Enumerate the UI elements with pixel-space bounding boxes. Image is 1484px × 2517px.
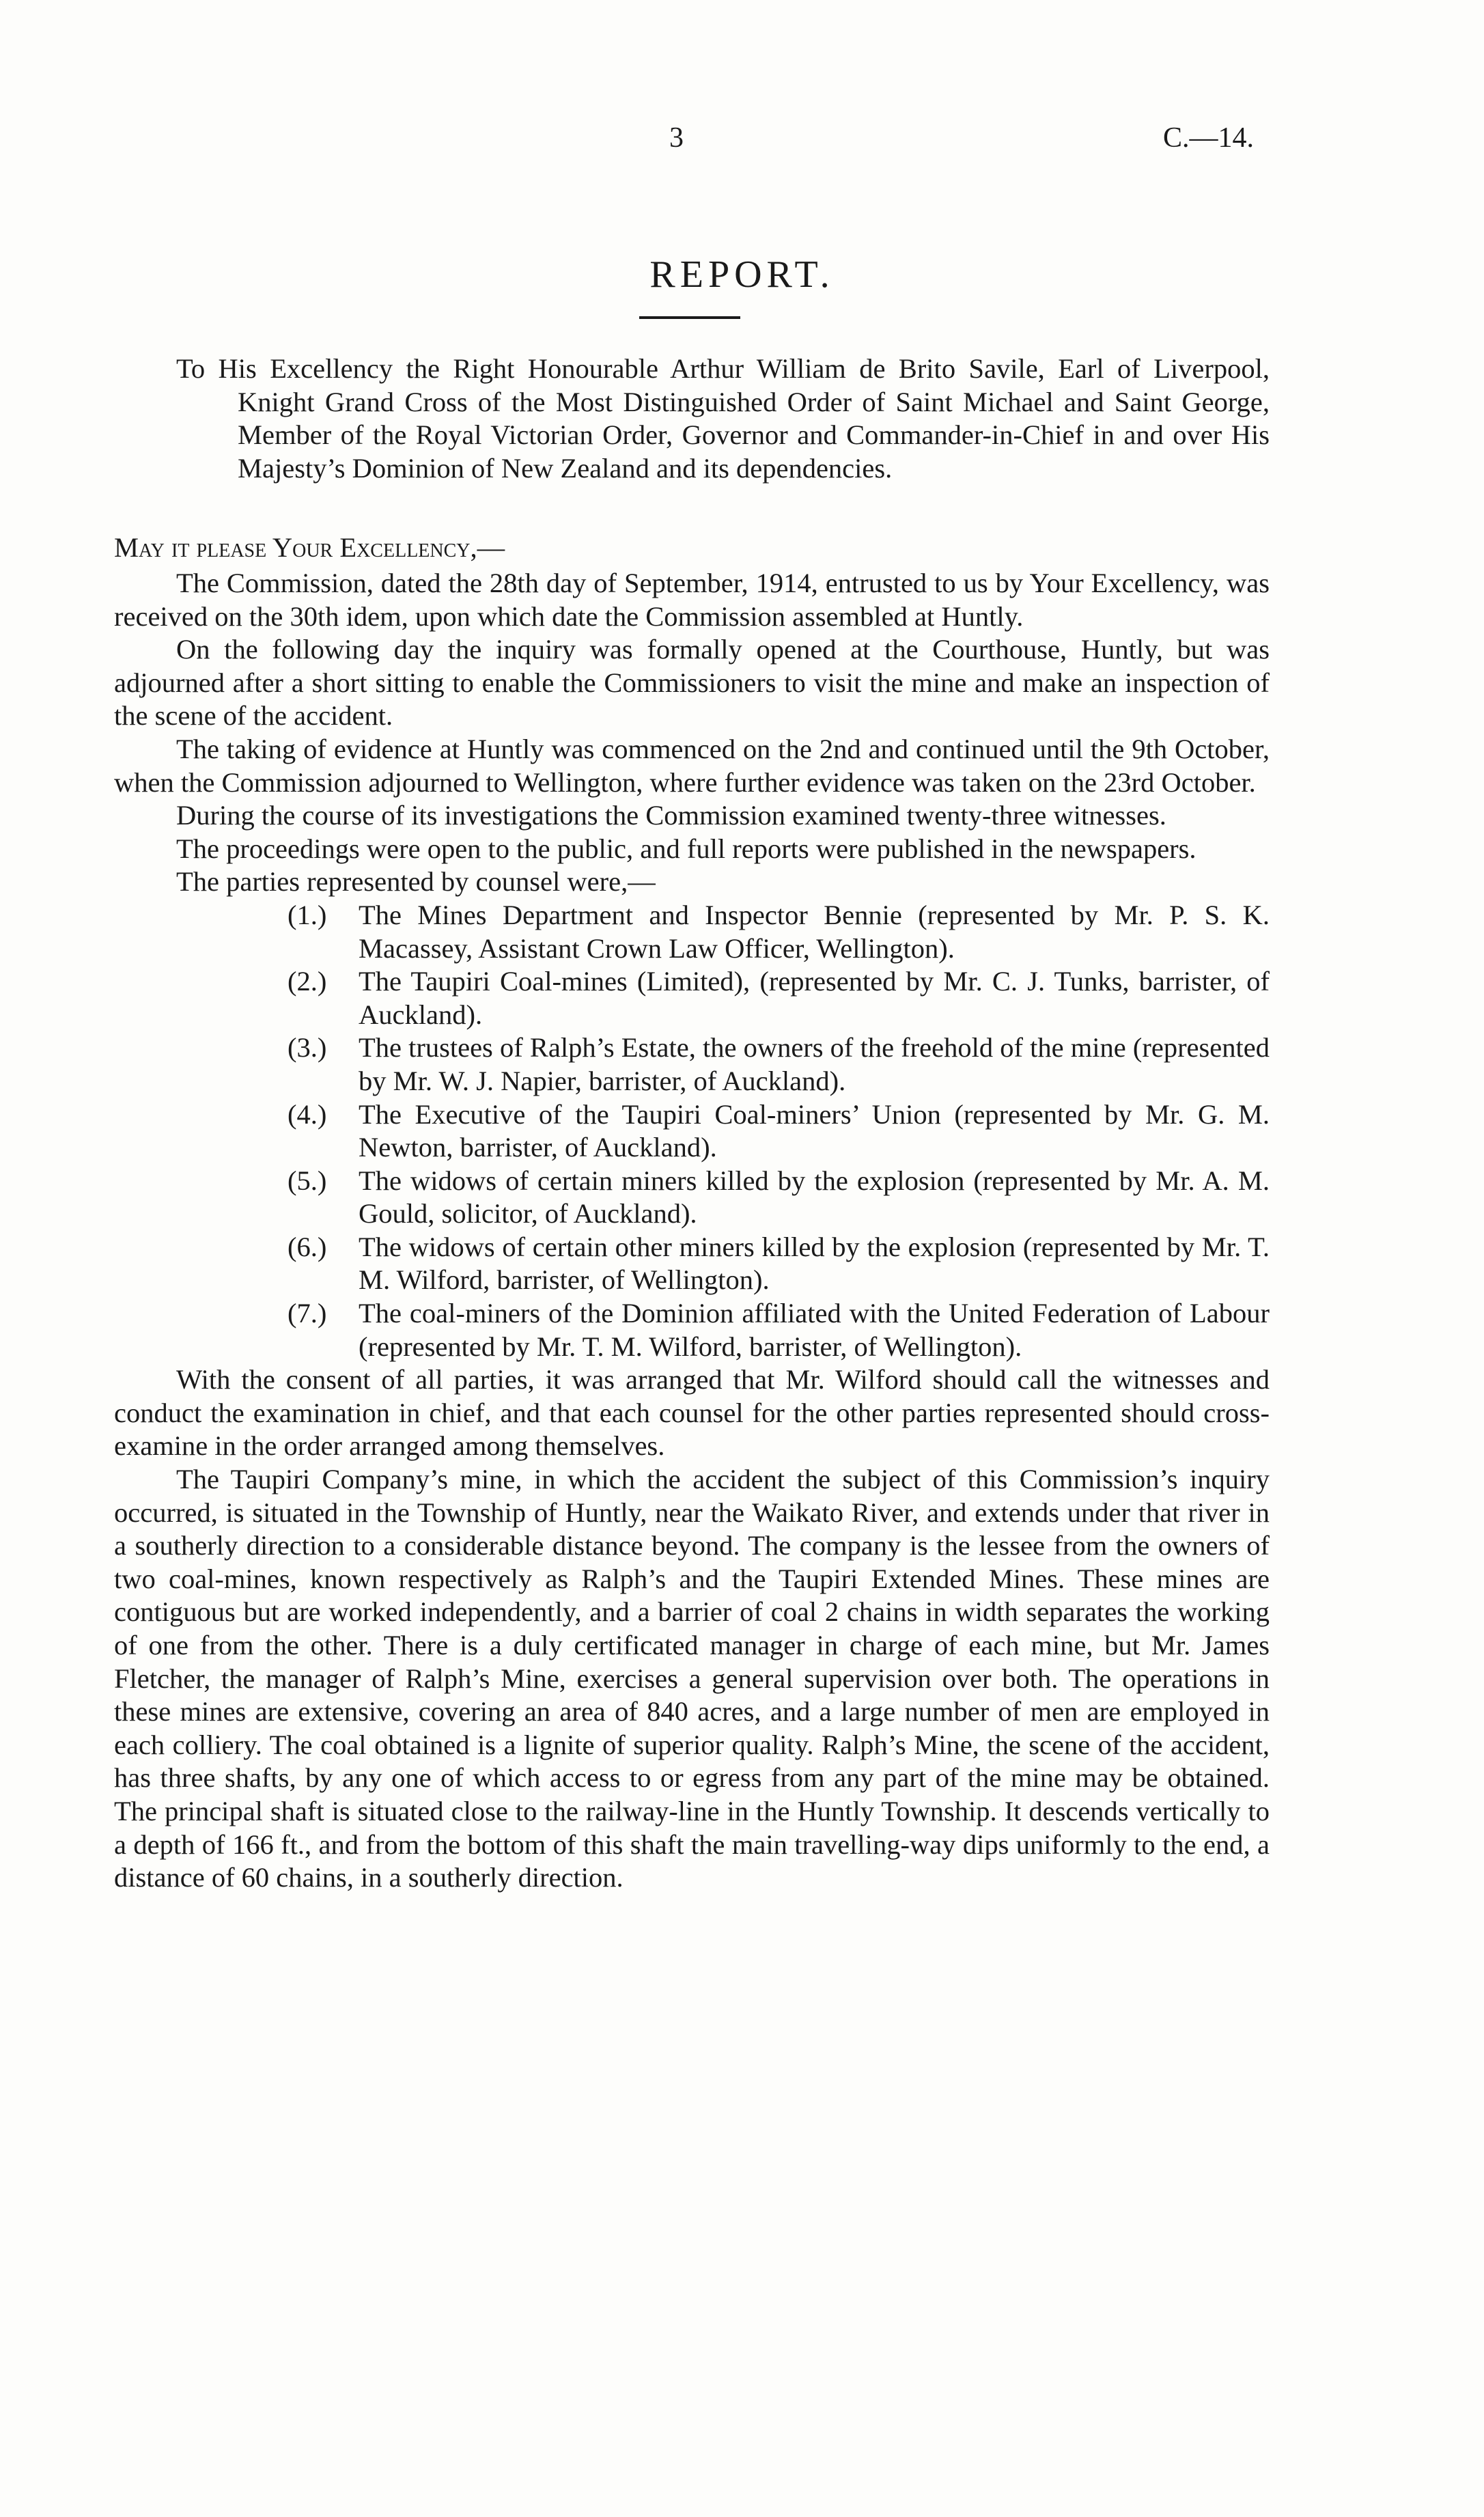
paragraph-inquiry-opened: On the following day the inquiry was formally opened at the Courthouse, Huntly, but was adjourned after a short sitting to enable the Commissioners to visit the mine and make an inspection of the scene of the accident.	[114, 634, 1270, 732]
paragraph-witnesses: During the course of its investigations the Commission examined twenty-three witnesses.	[176, 800, 1166, 831]
list-item	[114, 1297, 1270, 1363]
paragraph-commission-received: The Commission, dated the 28th day of September, 1914, entrusted to us by Your Excellency, was received on the 30th idem, upon which date the Commission assembled at Huntly.	[114, 568, 1270, 632]
list-item-text: The coal-miners of the Dominion affiliated with the United Federation of Labour (represented by Mr. T. M. Wilford, barrister, of Wellington).	[359, 1298, 1270, 1362]
list-item-text: The widows of certain other miners killed by the explosion (represented by Mr. T. M. Wilford, barrister, of Wellington).	[359, 1231, 1270, 1296]
title-rule	[639, 316, 740, 319]
list-item-number: (1.)	[288, 899, 327, 930]
list-item	[114, 1031, 1270, 1098]
list-item	[114, 1098, 1270, 1165]
paragraph-mine-description: The Taupiri Company’s mine, in which the accident the subject of this Commission’s inquiry occurred, is situated in the Township of Huntly, near the Waikato River, and extends under that river in a southerly direction to a considerable distance beyond. The company is the lessee from the owners of two coal-mines, known respectively as Ralph’s and the Taupiri Extended Mines. These mines are contiguous but are worked independently, and a barrier of coal 2 chains in width separates the working of one from the other. There is a duly certificated manager in charge of each mine, but Mr. James Fletcher, the manager of Ralph’s Mine, exercises a general supervision over both. The operations in these mines are extensive, covering an area of 840 acres, and a large number of men are employed in each colliery. The coal obtained is a lignite of superior quality. Ralph’s Mine, the scene of the accident, has three shafts, by any one of which access to or egress from any part of the mine may be obtained. The principal shaft is situated close to the railway-line in the Huntly Township. It descends vertically to a depth of 166 ft., and from the bottom of this shaft the main travelling-way dips uniformly to the end, a distance of 60 chains, in a southerly direction.	[114, 1464, 1270, 1893]
list-item-number: (3.)	[288, 1032, 327, 1063]
address-block	[176, 352, 1270, 485]
page-number: 3	[669, 122, 684, 154]
list-item	[114, 1165, 1270, 1231]
list-item-number: (7.)	[288, 1298, 327, 1329]
parties-list	[114, 899, 1270, 1363]
paragraph-parties-intro: The parties represented by counsel were,—	[176, 866, 656, 898]
list-item-number: (2.)	[288, 966, 327, 997]
document-reference: C.—14.	[1163, 122, 1255, 154]
list-item-text: The widows of certain miners killed by the explosion (represented by Mr. A. M. Gould, solicitor, of Auckland).	[359, 1165, 1270, 1229]
list-item	[114, 965, 1270, 1031]
paragraph-examination-arrangement: With the consent of all parties, it was arranged that Mr. Wilford should call the witnesses and conduct the examination in chief, and that each counsel for the other parties represented should cross-examine in the order arranged among themselves.	[114, 1364, 1270, 1462]
paragraph-proceedings-public: The proceedings were open to the public, and full reports were published in the newspapers.	[176, 833, 1196, 864]
report-title: REPORT.	[649, 253, 835, 296]
list-item	[114, 899, 1270, 965]
list-item	[114, 1231, 1270, 1297]
list-item-text: The Taupiri Coal-mines (Limited), (represented by Mr. C. J. Tunks, barrister, of Auckland).	[359, 966, 1270, 1030]
report-body	[114, 567, 1270, 1895]
paragraph-evidence-taken: The taking of evidence at Huntly was commenced on the 2nd and continued until the 9th October, when the Commission adjourned to Wellington, where further evidence was taken on the 23rd October.	[114, 733, 1270, 798]
list-item-number: (5.)	[288, 1165, 327, 1196]
list-item-number: (4.)	[288, 1098, 327, 1130]
list-item-number: (6.)	[288, 1231, 327, 1262]
salutation: May it please Your Excellency,—	[114, 532, 505, 563]
list-item-text: The Mines Department and Inspector Bennie (represented by Mr. P. S. K. Macassey, Assistant Crown Law Officer, Wellington).	[359, 899, 1270, 964]
list-item-text: The trustees of Ralph’s Estate, the owners of the freehold of the mine (represented by Mr. W. J. Napier, barrister, of Auckland).	[359, 1032, 1270, 1096]
list-item-text: The Executive of the Taupiri Coal-miners’ Union (represented by Mr. G. M. Newton, barrister, of Auckland).	[359, 1098, 1270, 1163]
address-text: To His Excellency the Right Honourable Arthur William de Brito Savile, Earl of Liverpool, Knight Grand Cross of the Most Distinguished Order of Saint Michael and Saint George, Member of the Royal Victorian Order, Governor and Commander-in-Chief in and over His Majesty’s Dominion of New Zealand and its dependencies.	[176, 353, 1270, 484]
